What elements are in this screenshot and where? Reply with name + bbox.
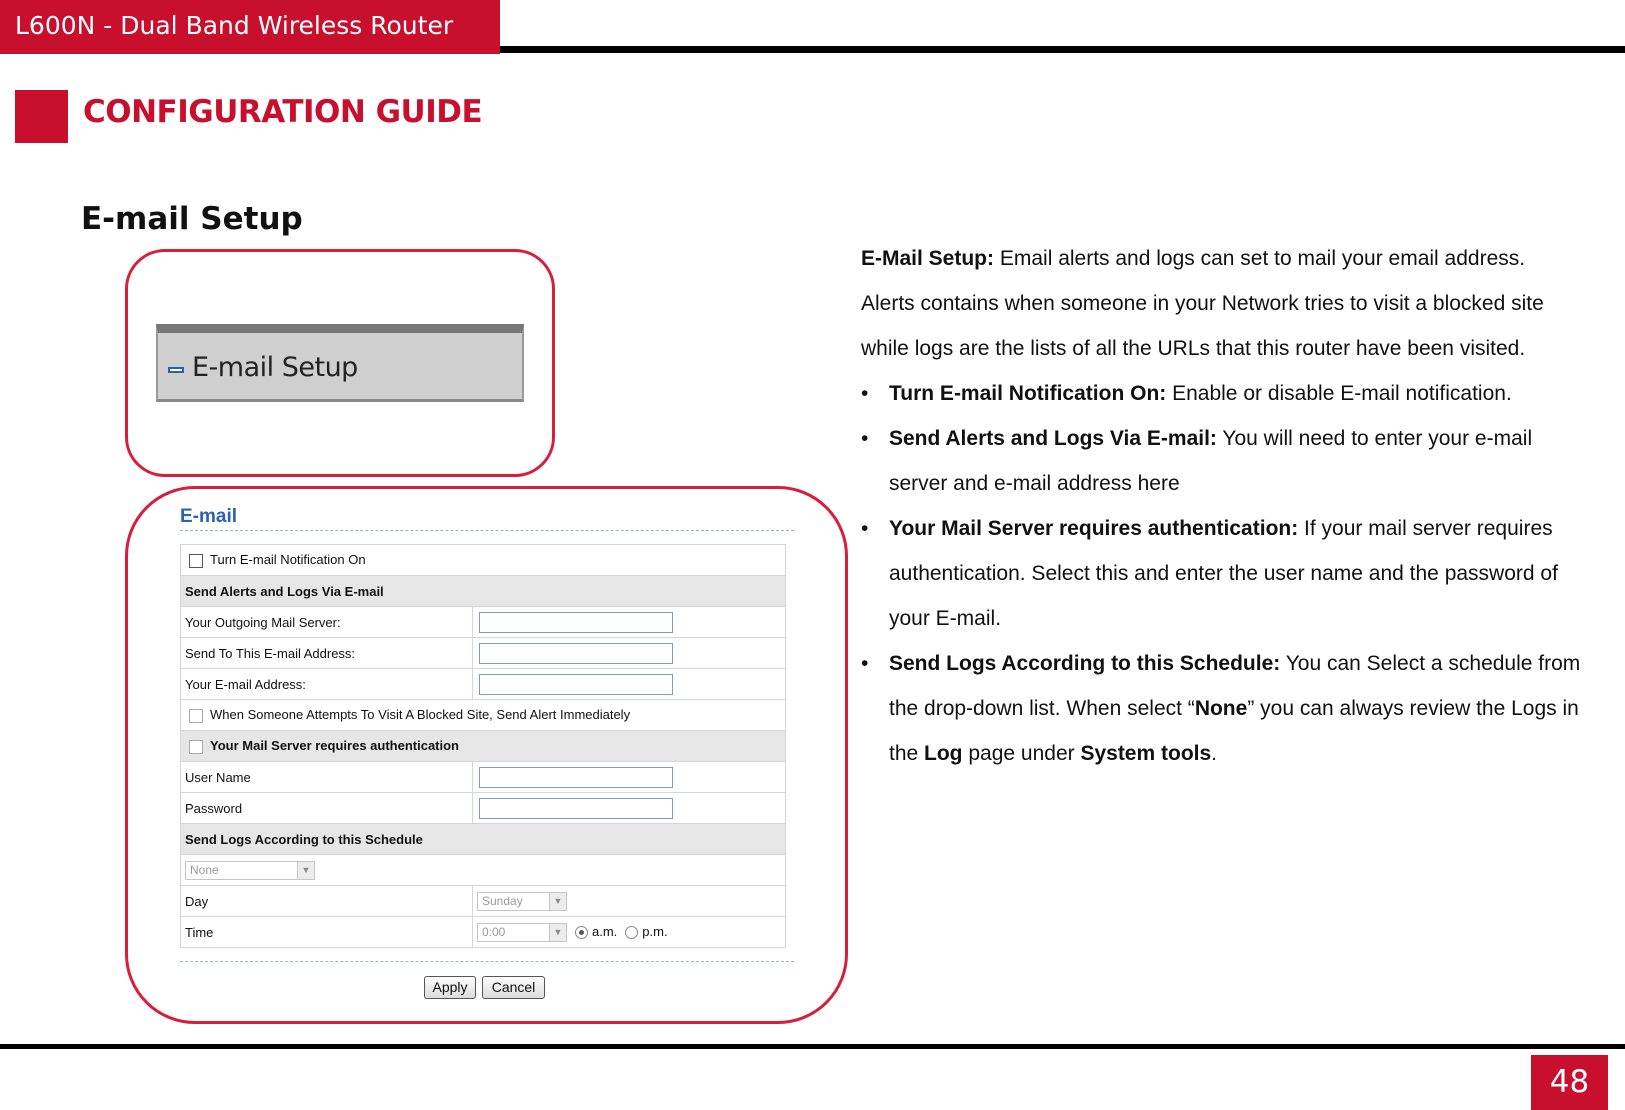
- description: [861, 236, 1581, 776]
- notification-label: Turn E-mail Notification On: [210, 552, 366, 568]
- pm-radio[interactable]: [625, 926, 638, 939]
- item-term: Send Logs According to this Schedule:: [889, 652, 1281, 675]
- alerts-section-header: Send Alerts and Logs Via E-mail: [181, 576, 786, 607]
- item-text: page under: [962, 742, 1081, 765]
- send-to-label: Send To This E-mail Address:: [181, 638, 473, 669]
- item-text: Enable or disable E-mail notification.: [1166, 382, 1512, 405]
- schedule-select-value: None: [190, 862, 219, 877]
- description-list: [861, 371, 1581, 776]
- password-cell: [473, 793, 786, 824]
- item-text: You can Select a schedule from the drop-down list. When select “: [889, 652, 1581, 720]
- chevron-down-icon: ▼: [297, 862, 314, 879]
- none-term: None: [1194, 697, 1248, 720]
- outgoing-server-input[interactable]: [479, 612, 673, 633]
- list-item: [861, 416, 1581, 506]
- username-cell: [473, 762, 786, 793]
- footer-rule: [0, 1044, 1625, 1049]
- item-term: Your Mail Server requires authentication:: [889, 517, 1299, 540]
- cancel-button[interactable]: Cancel: [482, 976, 545, 999]
- blocked-site-checkbox[interactable]: [189, 709, 203, 723]
- page-number: 48: [1531, 1055, 1608, 1110]
- password-input[interactable]: [479, 798, 673, 819]
- outgoing-server-label: Your Outgoing Mail Server:: [181, 607, 473, 638]
- item-text: You will need to enter your e-mail server and e-mail address here: [889, 427, 1533, 495]
- am-radio[interactable]: [575, 926, 588, 939]
- schedule-section-header: Send Logs According to this Schedule: [181, 824, 786, 855]
- time-label: Time: [181, 917, 473, 948]
- item-text: If your mail server requires authentication. Select this and enter the user name and the password of your E-mail.: [889, 517, 1558, 630]
- notification-checkbox[interactable]: [189, 554, 203, 568]
- guide-square-marker: [15, 90, 68, 143]
- auth-label: Your Mail Server requires authentication: [210, 738, 459, 754]
- header-rule: [500, 46, 1625, 53]
- form-divider-bottom: [180, 961, 794, 962]
- outgoing-server-cell: [473, 607, 786, 638]
- send-to-input[interactable]: [479, 643, 673, 664]
- bullet: •: [861, 427, 869, 450]
- list-item: [861, 371, 1581, 416]
- day-select[interactable]: [477, 892, 567, 911]
- list-item: [861, 641, 1581, 776]
- auth-row: [181, 731, 786, 762]
- day-cell: [473, 886, 786, 917]
- apply-button[interactable]: Apply: [424, 976, 476, 999]
- bullet: •: [861, 652, 869, 675]
- item-term: Turn E-mail Notification On:: [889, 382, 1167, 405]
- chevron-down-icon: ▼: [549, 893, 566, 910]
- am-label: a.m.: [592, 923, 618, 939]
- auth-checkbox[interactable]: [189, 740, 203, 754]
- blocked-site-row: [181, 700, 786, 731]
- item-text: ” you can always review the Logs in the: [889, 697, 1579, 765]
- log-term: Log: [924, 742, 963, 765]
- list-item: [861, 506, 1581, 641]
- header-product-tab: L600N - Dual Band Wireless Router: [0, 0, 500, 54]
- username-label: User Name: [181, 762, 473, 793]
- your-address-cell: [473, 669, 786, 700]
- username-input[interactable]: [479, 767, 673, 788]
- collapse-minus-icon: [168, 367, 184, 373]
- form-title: E-mail: [180, 506, 238, 527]
- your-address-input[interactable]: [479, 674, 673, 695]
- day-label: Day: [181, 886, 473, 917]
- blocked-site-label: When Someone Attempts To Visit A Blocked Site, Send Alert Immediately: [210, 707, 631, 723]
- intro-paragraph: [861, 236, 1581, 371]
- time-select-value: 0:00: [482, 924, 506, 939]
- intro-text: Email alerts and logs can set to mail your email address. Alerts contains when someone in your Network tries to visit a blocked site while logs are the lists of all the URLs that this router have been visited.: [861, 247, 1544, 360]
- password-label: Password: [181, 793, 473, 824]
- item-term: Send Alerts and Logs Via E-mail:: [889, 427, 1217, 450]
- pm-label: p.m.: [642, 923, 668, 939]
- schedule-row: [181, 855, 786, 886]
- your-address-label: Your E-mail Address:: [181, 669, 473, 700]
- menu-item-label: E-mail Setup: [192, 352, 358, 383]
- notification-row: [181, 545, 786, 576]
- day-select-value: Sunday: [482, 893, 523, 908]
- section-title: E-mail Setup: [81, 201, 303, 237]
- bullet: •: [861, 382, 869, 405]
- email-form-table: [180, 544, 786, 948]
- time-select[interactable]: [477, 923, 567, 942]
- time-cell: [473, 917, 786, 948]
- intro-term: E-Mail Setup:: [861, 247, 995, 270]
- send-to-cell: [473, 638, 786, 669]
- menu-item-email-setup[interactable]: [156, 324, 524, 402]
- item-text: .: [1211, 742, 1218, 765]
- form-divider-top: [180, 530, 794, 531]
- bullet: •: [861, 517, 869, 540]
- guide-title: CONFIGURATION GUIDE: [83, 94, 483, 130]
- system-tools-term: System tools: [1080, 742, 1212, 765]
- chevron-down-icon: ▼: [549, 924, 566, 941]
- schedule-select[interactable]: [185, 861, 315, 880]
